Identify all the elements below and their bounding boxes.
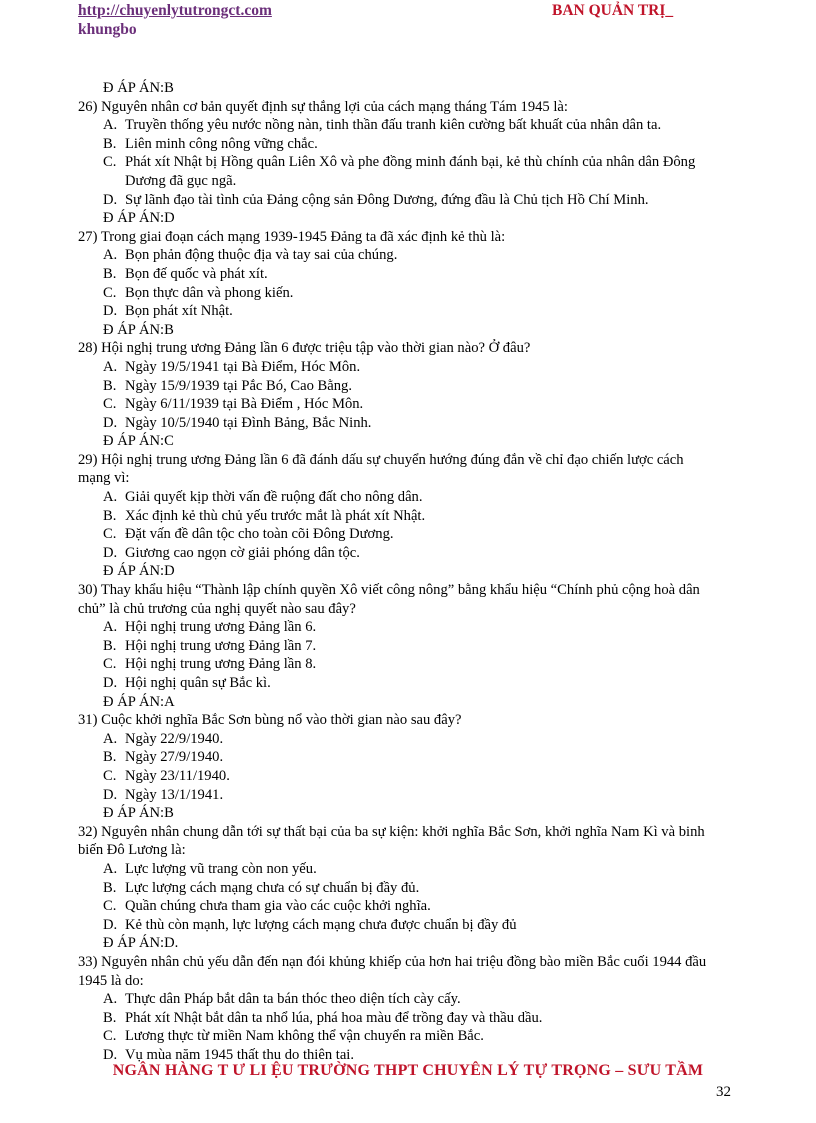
option-text: Ngày 15/9/1939 tại Pắc Bó, Cao Bằng. — [125, 377, 352, 394]
option-text: Ngày 27/9/1940. — [125, 749, 224, 766]
option-text: Giương cao ngọn cờ giải phóng dân tộc. — [125, 544, 360, 561]
header-admin-label: BAN QUẢN TRỊ_ — [552, 2, 674, 19]
answer-key: Đ ÁP ÁN:D — [103, 210, 175, 227]
answer-option — [78, 767, 738, 786]
option-letter: A. — [103, 860, 118, 877]
option-letter: C. — [103, 767, 117, 784]
answer-option — [78, 1009, 738, 1028]
answer-option — [78, 395, 738, 414]
answer-option — [78, 265, 738, 284]
answer-key: Đ ÁP ÁN:A — [103, 693, 175, 710]
answer-option — [78, 507, 738, 526]
option-text-continued: Dương đã gục ngã. — [125, 172, 237, 189]
answer-option — [78, 544, 738, 563]
answer-option — [78, 730, 738, 749]
answer-option — [78, 191, 738, 210]
option-text: Quần chúng chưa tham gia vào các cuộc khởi nghĩa. — [125, 898, 431, 915]
option-letter: D. — [103, 544, 118, 561]
option-letter: B. — [103, 135, 117, 152]
option-letter: D. — [103, 414, 118, 431]
answer-option — [78, 990, 738, 1009]
answer-option — [78, 377, 738, 396]
document-body — [78, 79, 738, 1064]
answer-option — [78, 897, 738, 916]
header-site-link[interactable]: http://chuyenlytutrongct.com — [78, 2, 272, 19]
answer-key: Đ ÁP ÁN:B — [103, 321, 174, 338]
question-text-continued: biến Đô Lương là: — [78, 842, 186, 859]
option-letter: B. — [103, 749, 117, 766]
option-letter: A. — [103, 991, 118, 1008]
option-text: Hội nghị quân sự Bắc kì. — [125, 675, 271, 691]
answer-option — [78, 879, 738, 898]
answer-option — [78, 246, 738, 265]
option-letter: C. — [103, 396, 117, 413]
answer-option — [78, 284, 738, 303]
question-text: 33) Nguyên nhân chủ yếu dẫn đến nạn đói khủng khiếp của hơn hai triệu đồng bào miền Bắc cuối 1944 đầu — [78, 953, 707, 970]
answer-option — [78, 358, 738, 377]
option-letter: D. — [103, 1046, 118, 1063]
option-text: Đặt vấn đề dân tộc cho toàn cõi Đông Dương. — [125, 526, 394, 543]
option-text: Bọn thực dân và phong kiến. — [125, 284, 294, 301]
answer-key: Đ ÁP ÁN:D. — [103, 935, 179, 952]
answer-key: Đ ÁP ÁN:B — [103, 80, 174, 96]
option-text: Lực lượng vũ trang còn non yếu. — [125, 860, 317, 877]
question-text: 31) Cuộc khởi nghĩa Bắc Sơn bùng nổ vào thời gian nào sau đây? — [78, 712, 462, 729]
option-text: Bọn phát xít Nhật. — [125, 303, 233, 320]
option-text: Vụ mùa năm 1945 thất thu do thiên tai. — [125, 1046, 355, 1063]
question-text: 28) Hội nghị trung ương Đảng lần 6 được triệu tập vào thời gian nào? Ở đâu? — [78, 340, 531, 357]
answer-option — [78, 748, 738, 767]
answer-option — [78, 674, 738, 693]
option-letter: B. — [103, 265, 117, 282]
option-letter: A. — [103, 358, 118, 375]
option-text: Ngày 13/1/1941. — [125, 786, 224, 803]
option-letter: C. — [103, 656, 117, 673]
question-text-continued: chủ” là chủ trương của nghị quyết nào sau đây? — [78, 600, 356, 617]
option-letter: B. — [103, 637, 117, 654]
answer-option — [78, 414, 738, 433]
page-footer: NGÂN HÀNG T Ư LI ỆU TRƯỜNG THPT CHUYÊN LÝ TỰ TRỌNG – SƯU TẦM — [112, 1062, 704, 1079]
answer-option — [78, 637, 738, 656]
option-text: Hội nghị trung ương Đảng lần 8. — [125, 656, 317, 673]
option-text: Kẻ thù còn mạnh, lực lượng cách mạng chưa được chuẩn bị đầy đủ — [125, 916, 517, 933]
option-text: Hội nghị trung ương Đảng lần 6. — [125, 619, 317, 636]
answer-option — [78, 1027, 738, 1046]
answer-option — [78, 135, 738, 154]
answer-option — [78, 916, 738, 935]
option-letter: C. — [103, 898, 117, 915]
option-text: Ngày 6/11/1939 tại Bà Điểm , Hóc Môn. — [125, 396, 364, 413]
option-text: Bọn phản động thuộc địa và tay sai của chúng. — [125, 247, 398, 264]
option-text: Giải quyết kịp thời vấn đề ruộng đất cho nông dân. — [125, 489, 423, 506]
answer-key: Đ ÁP ÁN:C — [103, 433, 174, 450]
option-letter: A. — [103, 247, 118, 264]
answer-option — [78, 302, 738, 321]
option-text: Hội nghị trung ương Đảng lần 7. — [125, 637, 317, 654]
answer-option — [78, 786, 738, 805]
option-letter: A. — [103, 730, 118, 747]
answer-key: Đ ÁP ÁN:D — [103, 563, 175, 580]
option-letter: D. — [103, 303, 118, 320]
option-letter: D. — [103, 916, 118, 933]
option-letter: C. — [103, 284, 117, 301]
page-number: 32 — [716, 1084, 731, 1100]
option-letter: B. — [103, 879, 117, 896]
question-text: 27) Trong giai đoạn cách mạng 1939-1945 Đảng ta đã xác định kẻ thù là: — [78, 228, 506, 245]
option-letter: B. — [103, 507, 117, 524]
option-text: Phát xít Nhật bắt dân ta nhổ lúa, phá hoa màu để trồng đay và thầu dầu. — [125, 1009, 543, 1026]
answer-option — [78, 525, 738, 544]
option-text: Ngày 23/11/1940. — [125, 767, 230, 784]
question-text-continued: mạng vì: — [78, 470, 130, 487]
option-letter: C. — [103, 154, 117, 171]
answer-option — [78, 488, 738, 507]
answer-option — [78, 116, 738, 135]
option-text: Lực lượng cách mạng chưa có sự chuẩn bị đầy đủ. — [125, 879, 420, 896]
option-text: Xác định kẻ thù chủ yếu trước mắt là phát xít Nhật. — [125, 507, 426, 524]
question-text-continued: 1945 là do: — [78, 972, 144, 989]
option-text: Liên minh công nông vững chắc. — [125, 135, 318, 152]
question-text: 26) Nguyên nhân cơ bản quyết định sự thắng lợi của cách mạng tháng Tám 1945 là: — [78, 98, 568, 115]
option-text: Thực dân Pháp bắt dân ta bán thóc theo diện tích cày cấy. — [125, 991, 461, 1008]
option-letter: A. — [103, 619, 118, 636]
option-text: Ngày 10/5/1940 tại Đình Bảng, Bắc Ninh. — [125, 414, 372, 431]
option-text: Truyền thống yêu nước nồng nàn, tinh thần đấu tranh kiên cường bất khuất của nhân dân ta. — [125, 117, 662, 134]
answer-key: Đ ÁP ÁN:B — [103, 805, 174, 822]
question-text: 32) Nguyên nhân chung dẫn tới sự thất bại của ba sự kiện: khởi nghĩa Bắc Sơn, khởi nghĩa Nam Kì và binh — [78, 823, 705, 840]
option-letter: A. — [103, 117, 118, 134]
option-letter: C. — [103, 1028, 117, 1045]
question-text: 30) Thay khẩu hiệu “Thành lập chính quyền Xô viết công nông” bằng khẩu hiệu “Chính phủ cộng hoà dân — [78, 582, 700, 599]
option-letter: B. — [103, 377, 117, 394]
option-text: Ngày 19/5/1941 tại Bà Điểm, Hóc Môn. — [125, 358, 361, 375]
option-text: Lương thực từ miền Nam không thể vận chuyển ra miền Bắc. — [125, 1028, 484, 1045]
answer-option — [78, 655, 738, 674]
option-letter: D. — [103, 786, 118, 803]
option-text: Bọn đế quốc và phát xít. — [125, 265, 268, 282]
answer-option — [78, 153, 738, 172]
option-letter: D. — [103, 675, 118, 691]
answer-option — [78, 860, 738, 879]
question-text: 29) Hội nghị trung ương Đảng lần 6 đã đánh dấu sự chuyển hướng đúng đắn về chỉ đạo chiến lược cách — [78, 451, 684, 468]
option-letter: A. — [103, 489, 118, 506]
answer-option — [78, 618, 738, 637]
option-text: Sự lãnh đạo tài tình của Đảng cộng sản Đông Dương, đứng đầu là Chủ tịch Hồ Chí Minh. — [125, 191, 649, 208]
option-letter: D. — [103, 191, 118, 208]
option-text: Ngày 22/9/1940. — [125, 730, 224, 747]
option-letter: C. — [103, 526, 117, 543]
option-text: Phát xít Nhật bị Hồng quân Liên Xô và phe đồng minh đánh bại, kẻ thù chính của nhân dân Đông — [125, 154, 696, 171]
header-username: khungbo — [78, 21, 137, 38]
option-letter: B. — [103, 1009, 117, 1026]
